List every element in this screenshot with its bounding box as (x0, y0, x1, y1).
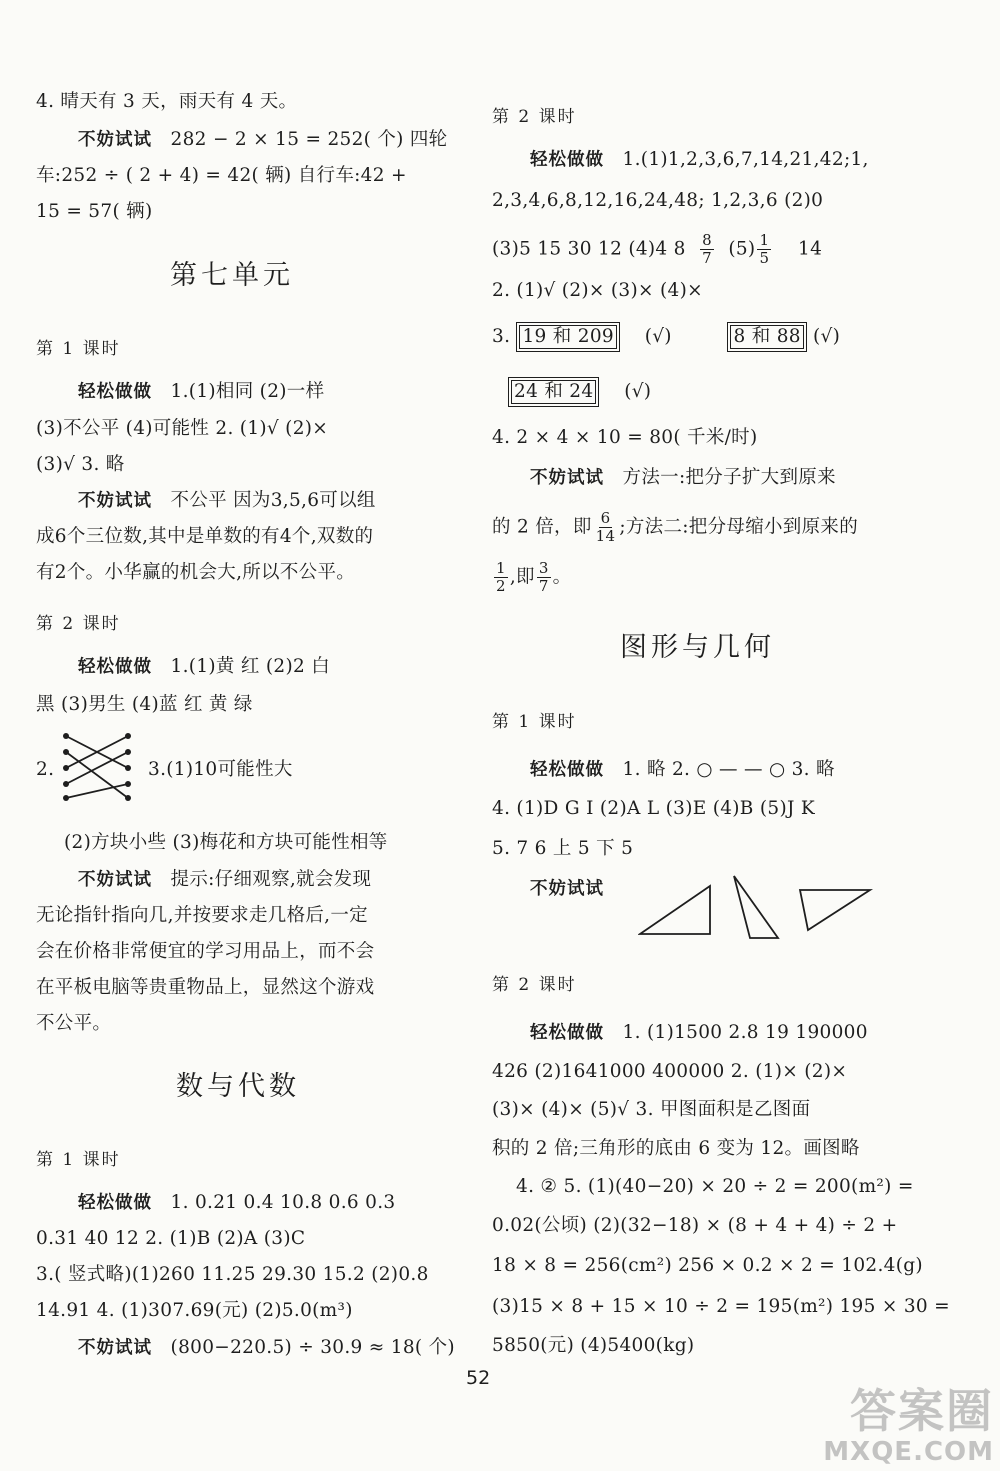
answer-line: 15 = 57( 辆) (36, 201, 153, 222)
answer-line: 2,3,4,6,8,12,16,24,48; 1,2,3,6 (2)0 (492, 190, 824, 211)
answer-line: 不公平。 (36, 1013, 112, 1034)
fraction-numerator: 8 (702, 231, 712, 249)
answer-line: 0.31 40 12 2. (1)B (2)A (3)C (36, 1228, 306, 1249)
check-mark: (√) (813, 326, 841, 347)
answer-line: (2)方块小些 (3)梅花和方块可能性相等 (64, 832, 388, 853)
answer-line: 会在价格非常便宜的学习用品上，而不会 (36, 941, 375, 962)
answer-line: (3)√ 3. 略 (36, 454, 125, 475)
answer-line: 黑 (3)男生 (4)蓝 红 黄 绿 (36, 694, 253, 715)
answer-line: (3)不公平 (4)可能性 2. (1)√ (2)× (36, 418, 329, 439)
boxed-answer: 24 和 24 (508, 377, 599, 407)
answer-line: 0.02(公顷) (2)(32−18) × (8 + 4 + 4) ÷ 2 + (492, 1215, 898, 1236)
answer-line (78, 867, 371, 893)
lesson-heading: 第 2 课时 (492, 975, 577, 995)
answer-text: 的 2 倍，即 (492, 516, 592, 538)
answer-line: 积的 2 倍;三角形的底由 6 变为 12。画图略 (492, 1138, 860, 1159)
answer-line (78, 379, 324, 405)
check-mark: (√) (624, 381, 652, 402)
check-mark: (√) (644, 326, 672, 347)
answer-line: 14.91 4. (1)307.69(元) (2)5.0(m³) (36, 1300, 353, 1321)
try-it-label: 不妨试试 (530, 879, 604, 899)
easy-practice-label: 轻松做做 (530, 760, 604, 780)
answer-text: 1.(1)1,2,3,6,7,14,21,42;1, (622, 149, 869, 170)
answer-text: 14 (798, 238, 823, 260)
answer-line (492, 560, 571, 595)
lesson-heading: 第 1 课时 (36, 1150, 121, 1170)
answer-text: 方法一:把分子扩大到原来 (622, 467, 836, 488)
fraction-denominator: 5 (759, 249, 770, 267)
answer-text: 282 − 2 × 15 = 252( 个) 四轮 (170, 129, 448, 150)
answer-text: 1. (1)1500 2.8 19 190000 (622, 1022, 868, 1043)
fraction-denominator: 7 (538, 577, 549, 595)
boxed-answer: 8 和 88 (727, 322, 806, 352)
answer-line (492, 510, 858, 545)
watermark-logo-text: 答案圈 (850, 1384, 994, 1438)
fraction-numerator: 1 (496, 559, 506, 577)
answer-text: ,即 (509, 566, 535, 588)
easy-practice-label: 轻松做做 (78, 382, 152, 402)
answer-line (492, 232, 822, 267)
answer-line (530, 757, 835, 783)
answer-line (78, 488, 376, 514)
answer-text: 1. 略 2. ○ — — ○ 3. 略 (622, 759, 835, 780)
fraction (494, 560, 508, 595)
fraction-denominator: 14 (595, 527, 616, 545)
answer-line: 4. ② 5. (1)(40−20) × 20 ÷ 2 = 200(m²) = (516, 1176, 914, 1197)
answer-line: 2. (1)√ (2)× (3)× (4)× (492, 280, 703, 301)
answer-text: 提示:仔细观察,就会发现 (170, 869, 372, 890)
answer-line (508, 377, 651, 407)
answer-line: 3.( 竖式略)(1)260 11.25 29.30 15.2 (2)0.8 (36, 1264, 429, 1285)
try-it-label: 不妨试试 (78, 1338, 152, 1358)
answer-line (78, 1335, 455, 1361)
answer-line: 在平板电脑等贵重物品上，显然这个游戏 (36, 977, 375, 998)
answer-line (530, 147, 869, 173)
answer-line: 成6个三位数,其中是单数的有4个,双数的 (36, 526, 374, 547)
answer-line (530, 876, 604, 902)
fraction (757, 232, 771, 267)
watermark-url: MXQE.COM (823, 1437, 994, 1467)
answer-line: (3)15 × 8 + 15 × 10 ÷ 2 = 195(m²) 195 × 30 = (492, 1296, 950, 1317)
triangles-figure (638, 870, 878, 942)
easy-practice-label: 轻松做做 (530, 1023, 604, 1043)
easy-practice-label: 轻松做做 (530, 150, 604, 170)
answer-line: 5. 7 6 上 5 下 5 (492, 838, 634, 859)
fraction-numerator: 1 (759, 231, 770, 249)
answer-text: 不公平 因为3,5,6可以组 (170, 490, 376, 511)
section-title-geometry: 图形与几何 (620, 632, 775, 663)
answer-text: 3. (492, 326, 511, 347)
easy-practice-label: 轻松做做 (78, 657, 152, 677)
answer-line: 4. 2 × 4 × 10 = 80( 千米/时) (492, 427, 758, 448)
lesson-heading: 第 2 课时 (492, 107, 577, 127)
answer-line (78, 1190, 395, 1216)
answer-line: 18 × 8 = 256(cm²) 256 × 0.2 × 2 = 102.4(g) (492, 1255, 923, 1276)
answer-text: (3)5 15 30 12 (4)4 8 (492, 238, 686, 260)
answer-line (530, 465, 836, 491)
answer-line: 4. (1)D G I (2)A L (3)E (4)B (5)J K (492, 798, 816, 819)
boxed-answer: 19 和 209 (516, 322, 620, 352)
answer-text: 1. 0.21 0.4 10.8 0.6 0.3 (170, 1192, 396, 1213)
answer-line: 车:252 ÷ ( 2 + 4) = 42( 辆) 自行车:42 + (36, 165, 407, 186)
fraction-denominator: 7 (702, 249, 712, 267)
answer-line: (3)× (4)× (5)√ 3. 甲图面积是乙图面 (492, 1099, 811, 1120)
answer-line-prefix: 2. (36, 759, 55, 780)
answer-text: 1.(1)黄 红 (2)2 白 (170, 656, 331, 677)
lesson-heading: 第 1 课时 (492, 712, 577, 732)
lesson-heading: 第 2 课时 (36, 614, 121, 634)
answer-line: 3.(1)10可能性大 (148, 759, 293, 780)
answer-text: 。 (552, 566, 572, 588)
try-it-label: 不妨试试 (78, 130, 152, 150)
answer-line (492, 322, 840, 352)
answer-text: ;方法二:把分母缩小到原来的 (619, 516, 858, 538)
answer-line (530, 1020, 868, 1046)
fraction (594, 510, 618, 545)
fraction (700, 232, 714, 267)
try-it-label: 不妨试试 (78, 870, 152, 890)
try-it-label: 不妨试试 (78, 491, 152, 511)
answer-text: (800−220.5) ÷ 30.9 ≈ 18( 个) (170, 1337, 455, 1358)
answer-text: (5) (728, 238, 756, 260)
section-title-unit7: 第七单元 (170, 260, 294, 291)
answer-text: 1.(1)相同 (2)一样 (170, 381, 325, 402)
section-title-algebra: 数与代数 (176, 1071, 300, 1102)
fraction (537, 560, 551, 595)
answer-line: 无论指针指向几,并按要求走几格后,一定 (36, 905, 368, 926)
answer-line (78, 654, 330, 680)
answer-line: 4. 晴天有 3 天，雨天有 4 天。 (36, 91, 298, 112)
page-number: 52 (466, 1367, 491, 1389)
try-it-label: 不妨试试 (530, 468, 604, 488)
answer-line: 426 (2)1641000 400000 2. (1)× (2)× (492, 1061, 848, 1082)
fraction-numerator: 6 (600, 509, 611, 527)
lesson-heading: 第 1 课时 (36, 339, 121, 359)
answer-line (78, 127, 447, 153)
fraction-numerator: 3 (538, 559, 549, 577)
fraction-denominator: 2 (496, 577, 506, 595)
watermark (823, 1385, 994, 1467)
answer-line: 有2个。小华赢的机会大,所以不公平。 (36, 562, 356, 583)
answer-line: 5850(元) (4)5400(kg) (492, 1335, 695, 1356)
easy-practice-label: 轻松做做 (78, 1193, 152, 1213)
matching-lines-figure (58, 728, 136, 806)
